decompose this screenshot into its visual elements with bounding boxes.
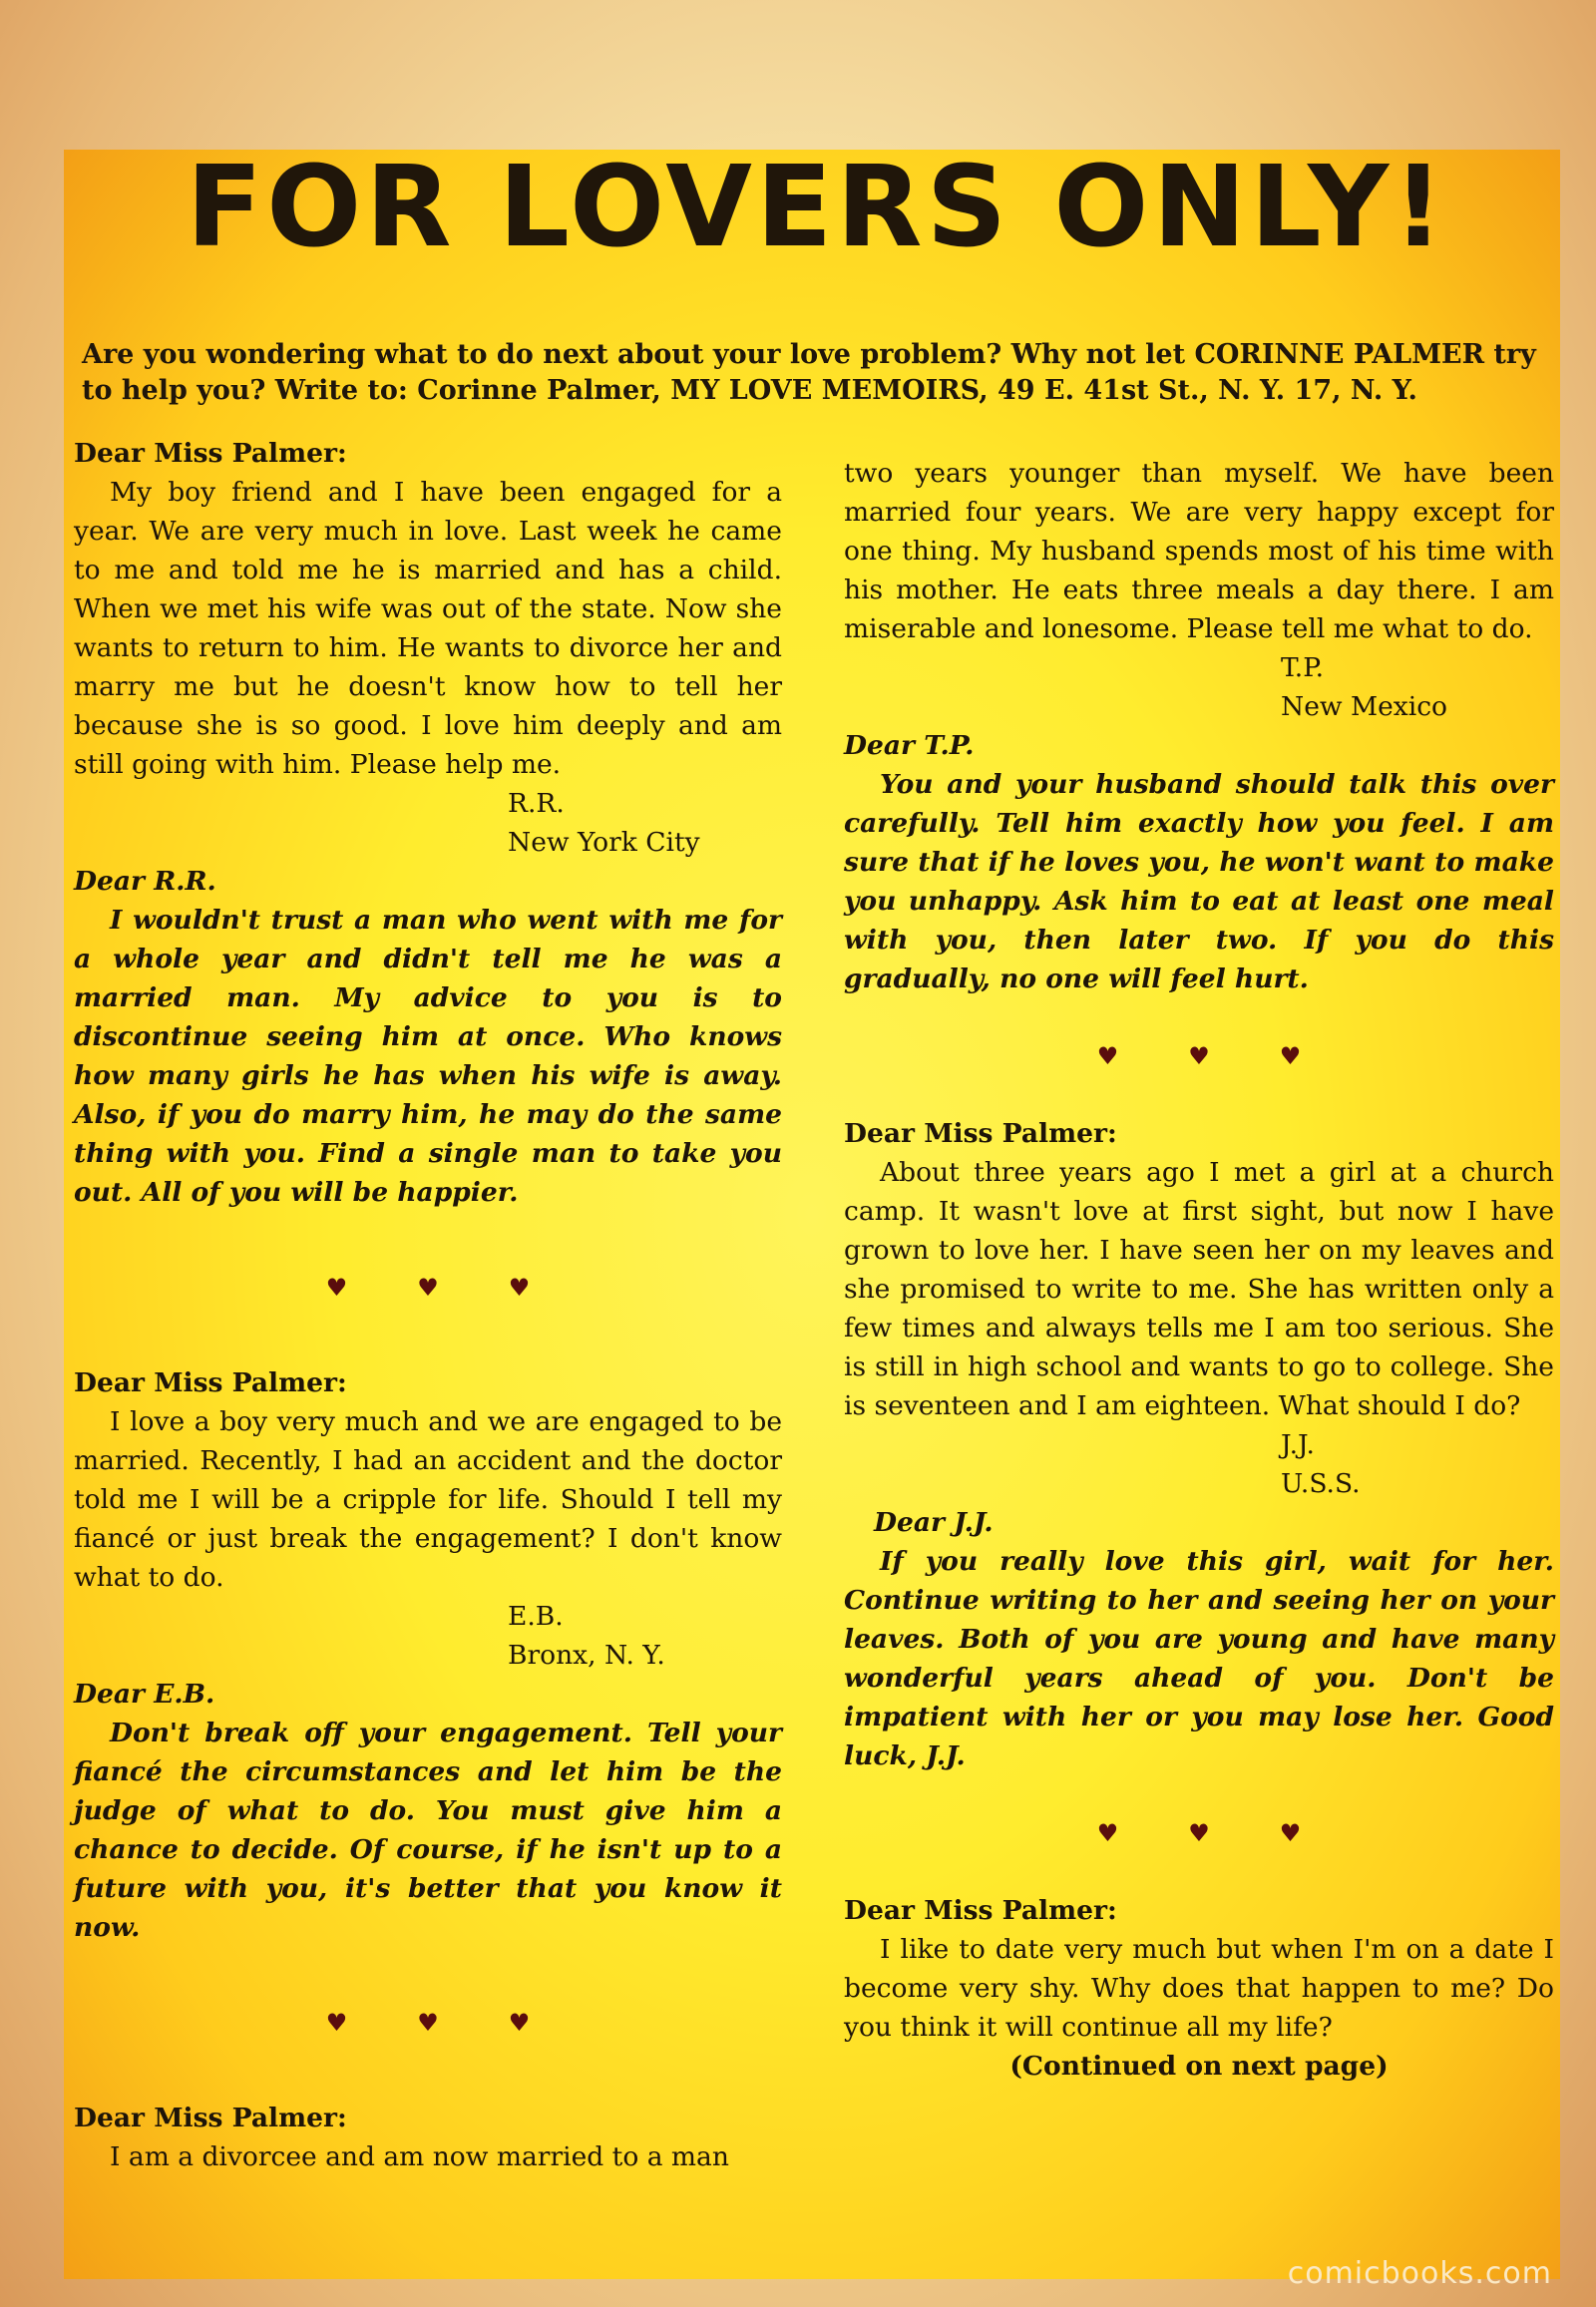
heart-icon: ♥ <box>1188 1819 1210 1847</box>
letter-3-initials: T.P. <box>1281 652 1325 683</box>
heart-icon: ♥ <box>1096 1042 1119 1070</box>
letter-4-initials: J.J. <box>1281 1429 1315 1460</box>
letter-1-initials: R.R. <box>508 788 565 819</box>
heart-icon: ♥ <box>417 1274 439 1302</box>
right-column <box>844 454 1554 2086</box>
letter-1-greeting: Dear Miss Palmer: <box>74 438 347 469</box>
reply-1-greeting: Dear R.R. <box>74 866 216 897</box>
headline: FOR LOVERS ONLY! <box>186 150 1448 272</box>
letter-2-initials: E.B. <box>508 1601 564 1632</box>
letter-5-greeting: Dear Miss Palmer: <box>844 1895 1117 1926</box>
letter-1-place: New York City <box>508 827 700 858</box>
letter-2-body: I love a boy very much and we are engaged to be married. Recently, I had an accident and the doctor told me I will be a cripple for life. Should I tell my fiancé or just break the engagement? I don't know what to do. <box>74 1406 782 1593</box>
letter-3-body-start: I am a divorcee and am now married to a man <box>110 2141 729 2172</box>
letter-4-greeting: Dear Miss Palmer: <box>844 1118 1117 1149</box>
reply-2-body: Don't break off your engagement. Tell your fiancé the circumstances and let him be the judge of what to do. You must give him a chance to decide. Of course, if he isn't up to a future with you, it's better that you know it now. <box>74 1718 782 1943</box>
heart-icon: ♥ <box>325 1274 348 1302</box>
letter-3-body-continued: two years younger than myself. We have been married four years. We are very happy except for one thing. My husband spends most of his time with his mother. He eats three meals a day there. I am miserable and lonesome. Please tell me what to do. <box>844 458 1554 644</box>
letter-3-greeting: Dear Miss Palmer: <box>74 2103 347 2133</box>
letter-2-place: Bronx, N. Y. <box>508 1640 665 1671</box>
heart-divider <box>844 1042 1554 1070</box>
heart-icon: ♥ <box>1279 1042 1302 1070</box>
article-page <box>64 150 1560 2279</box>
heart-divider <box>844 1819 1554 1847</box>
letter-2-greeting: Dear Miss Palmer: <box>74 1367 347 1398</box>
left-column <box>74 434 782 2176</box>
reply-3-greeting: Dear T.P. <box>844 730 975 761</box>
watermark: comicbooks.com <box>1287 2256 1552 2291</box>
reply-4-body: If you really love this girl, wait for her. Continue writing to her and seeing her on your leaves. Both of you are young and have many wonderful years ahead of you. Don't be impatient with her or you may lose her. Good luck, J.J. <box>844 1546 1554 1771</box>
heart-icon: ♥ <box>417 2009 439 2037</box>
reply-1-body: I wouldn't trust a man who went with me for a whole year and didn't tell me he was a married man. My advice to you is to discontinue seeing him at once. Who knows how many girls he has when his wife is away. Also, if you do marry him, he may do the same thing with you. Find a single man to take you out. All of you will be happier. <box>74 905 782 1208</box>
heart-icon: ♥ <box>1096 1819 1119 1847</box>
reply-2-greeting: Dear E.B. <box>74 1679 215 1710</box>
reply-4-greeting: Dear J.J. <box>874 1507 994 1538</box>
letter-5-body: I like to date very much but when I'm on a date I become very shy. Why does that happen to me? Do you think it will continue all my life? <box>844 1934 1554 2043</box>
heart-divider <box>74 1274 782 1302</box>
heart-icon: ♥ <box>508 1274 531 1302</box>
letter-1-body: My boy friend and I have been engaged for a year. We are very much in love. Last week he came to me and told me he is married and has a child. When we met his wife was out of the state. Now she wants to return to him. He wants to divorce her and marry me but he doesn't know how to tell her because she is so good. I love him deeply and am still going with him. Please help me. <box>74 477 782 780</box>
heart-divider <box>74 2009 782 2037</box>
heart-icon: ♥ <box>1188 1042 1210 1070</box>
letter-4-place: U.S.S. <box>1281 1468 1361 1499</box>
letter-3-place: New Mexico <box>1281 691 1448 722</box>
heart-icon: ♥ <box>1279 1819 1302 1847</box>
heart-icon: ♥ <box>508 2009 531 2037</box>
intro-text: Are you wondering what to do next about your love problem? Why not let CORINNE PALMER try to help you? Write to: Corinne Palmer, MY LOVE MEMOIRS, 49 E. 41st St., N. Y. 17, N. Y. <box>82 339 1536 407</box>
letter-4-body: About three years ago I met a girl at a church camp. It wasn't love at first sight, but now I have grown to love her. I have seen her on my leaves and she promised to write to me. She has written only a few times and always tells me I am too serious. She is still in high school and wants to go to college. She is seventeen and I am eighteen. What should I do? <box>844 1157 1554 1421</box>
heart-icon: ♥ <box>325 2009 348 2037</box>
continued-note: (Continued on next page) <box>1009 2051 1389 2082</box>
reply-3-body: You and your husband should talk this over carefully. Tell him exactly how you feel. I am sure that if he loves you, he won't want to make you unhappy. Ask him to eat at least one meal with you, then later two. If you do this gradually, no one will feel hurt. <box>844 769 1554 994</box>
